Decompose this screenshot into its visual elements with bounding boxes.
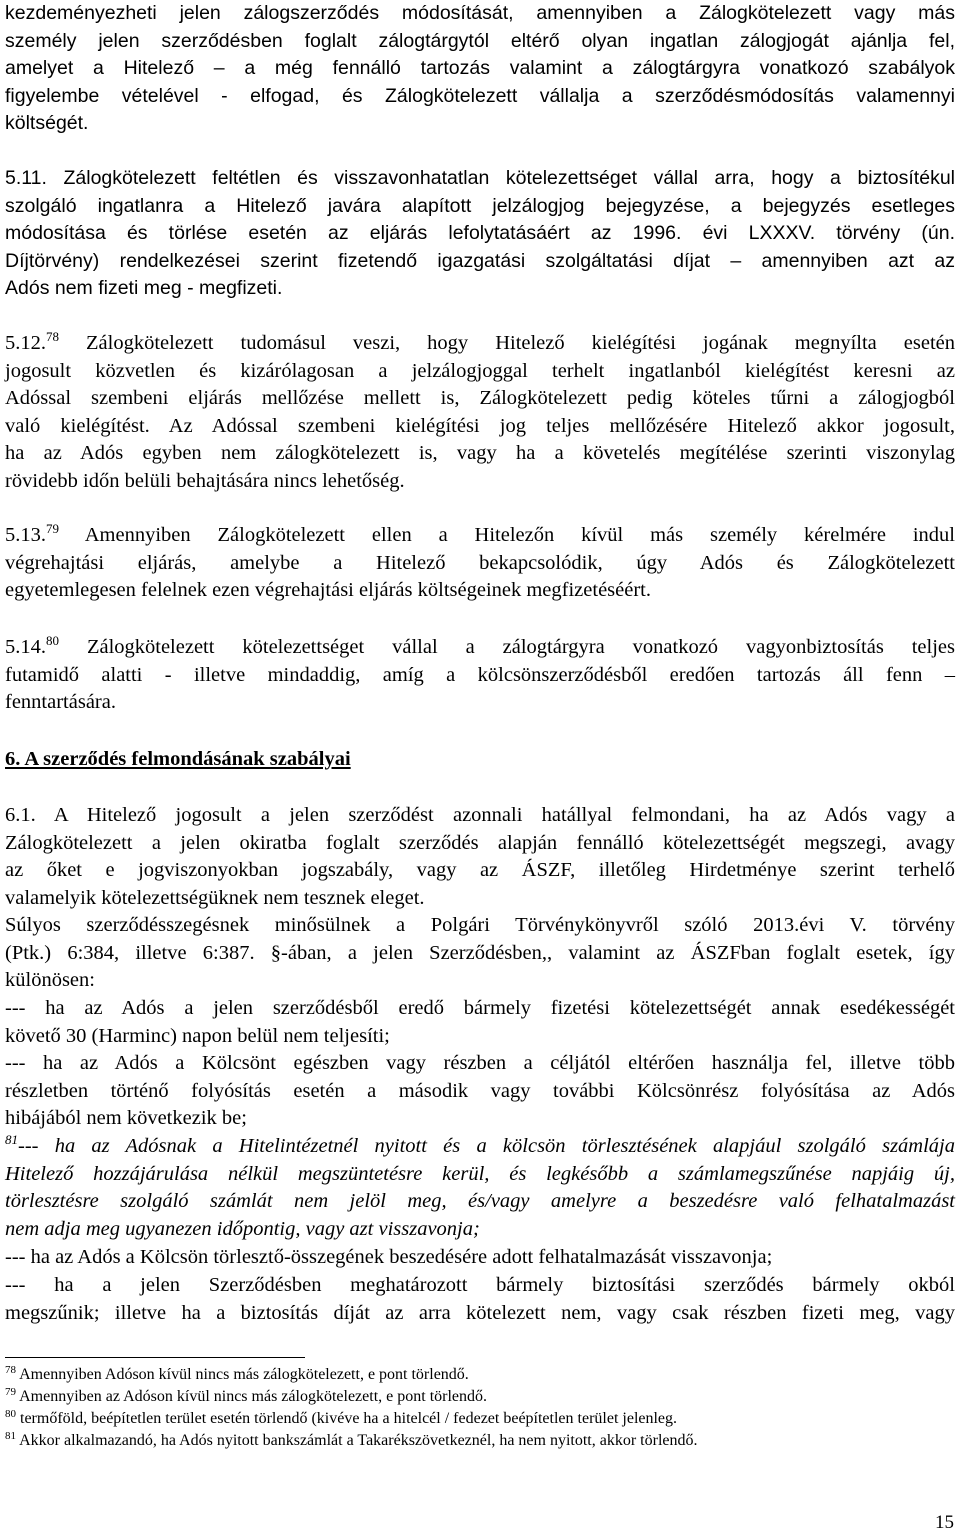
footnote-number: 78 — [5, 1364, 16, 1376]
text-run: Amennyiben Zálogkötelezett ellen a Hitelezőn kívül más személy kérelmére indul — [59, 524, 955, 546]
footnote-number: 81 — [5, 1430, 16, 1442]
paragraph-breach-list-intro — [5, 912, 955, 995]
footnote-number: 79 — [5, 1386, 16, 1398]
text-line: (Ptk.) 6:384, illetve 6:387. §-ában, a jelen Szerződésben,, valamint az ÁSZFban foglalt esetek, így — [5, 941, 955, 964]
section-heading — [5, 746, 955, 774]
text-line — [5, 634, 955, 662]
text-line: --- ha az Adós a Kölcsönt egészben vagy részben a céljától eltérően használja fel, illetve több — [5, 1052, 955, 1074]
paragraph-continuation — [5, 0, 955, 138]
text-line: költségét. — [5, 112, 89, 135]
footnote-text: Amennyiben Adóson kívül nincs más zálogkötelezett, e pont törlendő. — [16, 1366, 469, 1383]
text-line: --- ha az Adós a Kölcsön törlesztő-összegének beszedésére adott felhatalmazását visszavonja; — [5, 1246, 773, 1268]
text-line: Zálogkötelezett a jelen okiratba foglalt szerződés alapján fennálló kötelezettségét megszegi, avagy — [5, 831, 955, 854]
text-line: nem adja meg ugyanezen időpontig, vagy azt visszavonja; — [5, 1217, 480, 1240]
text-line — [5, 1133, 955, 1161]
footnote — [5, 1364, 955, 1386]
text-line: végrehajtási eljárás, amelybe a Hitelező bekapcsolódik, úgy Adós és Zálogkötelezett — [5, 551, 955, 574]
text-line: kezdeményezheti jelen zálogszerződés módosítását, amennyiben a Zálogkötelezett vagy más — [5, 2, 955, 24]
text-line: 5.11. Zálogkötelezett feltétlen és visszavonhatatlan kötelezettséget vállal arra, hogy a biztosítékul — [5, 167, 955, 189]
section-number: 5.12. — [5, 332, 46, 354]
footnote-ref[interactable]: 78 — [46, 329, 59, 344]
text-line: --- ha az Adós a jelen szerződésből eredő bármely fizetési kötelezettségét annak esedékességét — [5, 997, 955, 1019]
list-item — [5, 1272, 955, 1327]
text-line: Súlyos szerződésszegésnek minősülnek a Polgári Törvénykönyvről szóló 2013.évi V. törvény — [5, 914, 955, 936]
text-line: Hitelező hozzájárulása nélkül megszüntetésre kerül, és legkésőbb a számlamegszűnése napjáig új, — [5, 1162, 955, 1185]
footnote — [5, 1408, 955, 1430]
text-line: részletben történő folyósítás esetén a második vagy további Kölcsönrész folyósítása az Adós — [5, 1079, 955, 1102]
footnote-divider — [5, 1357, 305, 1358]
section-number: 5.14. — [5, 636, 46, 658]
text-line: törlesztésre szolgáló számlát nem jelöl meg, és/vagy amelyre a beszedésre való felhatalmazást — [5, 1190, 955, 1213]
text-line: rövidebb időn belüli behajtására nincs lehetőség. — [5, 469, 405, 492]
footnote-text: Akkor alkalmazandó, ha Adós nyitott bankszámlát a Takarékszövetkeznél, ha nem nyitott, akkor törlendő. — [16, 1432, 698, 1449]
text-line: Adóssal szembeni eljárás mellőzése mellett is, Zálogkötelezett pedig köteles tűrni a zálogjogból — [5, 387, 955, 410]
text-line: szolgáló ingatlanra a Hitelező javára alapított jelzálogjog bejegyzése, a bejegyzés esetleges — [5, 194, 955, 217]
paragraph-5-11 — [5, 165, 955, 303]
text-line: Díjtörvény) rendelkezései szerint fizetendő igazgatási szolgáltatási díjat – amennyiben azt az — [5, 249, 955, 272]
text-line: 6.1. A Hitelező jogosult a jelen szerződést azonnali hatállyal felmondani, ha az Adós vagy a — [5, 804, 955, 826]
text-run: Zálogkötelezett kötelezettséget vállal a zálogtárgyra vonatkozó vagyonbiztosítás teljes — [59, 636, 955, 658]
footnote-text: termőföld, beépítetlen terület esetén törlendő (kivéve ha a hitelcél / fedezet beépítetlen terület jelenleg. — [16, 1410, 678, 1427]
text-line: --- ha a jelen Szerződésben meghatározott bármely biztosítási szerződés bármely okból — [5, 1274, 955, 1296]
footnote-ref[interactable]: 80 — [46, 633, 59, 648]
text-line: hibájából nem következik be; — [5, 1107, 247, 1130]
footnote — [5, 1386, 955, 1408]
page-number: 15 — [935, 1512, 954, 1533]
list-item — [5, 1244, 955, 1272]
footnote-number: 80 — [5, 1408, 16, 1420]
text-line: jogosult közvetlen és kizárólagosan a jelzálogjoggal terhelt ingatlanból kielégítést keresni az — [5, 359, 955, 382]
footnote-text: Amennyiben az Adóson kívül nincs más zálogkötelezett, e pont törlendő. — [16, 1388, 488, 1405]
heading-text: 6. A szerződés felmondásának szabályai — [5, 748, 351, 770]
text-line: figyelembe vételével - elfogad, és Zálogkötelezett vállalja a szerződésmódosítás valamennyi — [5, 84, 955, 107]
text-line: személy jelen szerződésben foglalt zálogtárgytól eltérő olyan ingatlan zálogjogát ajánlja fel, — [5, 29, 955, 52]
text-line: követő 30 (Harminc) napon belül nem teljesíti; — [5, 1024, 390, 1047]
text-line: amelyet a Hitelező – a még fennálló tartozás valamint a zálogtárgyra vonatkozó szabályok — [5, 57, 955, 80]
text-run: --- ha az Adósnak a Hitelintézetnél nyitott és a kölcsön törlesztésének alapjául szolgáló számlája — [18, 1135, 955, 1157]
text-line — [5, 330, 955, 358]
text-line — [5, 522, 955, 550]
list-item — [5, 995, 955, 1050]
text-line: futamidő alatti - illetve mindaddig, amíg a kölcsönszerződésből eredően tartozás áll fenn – — [5, 663, 955, 686]
text-line: különösen: — [5, 969, 95, 992]
text-line: ha az Adós egyben nem zálogkötelezett is, vagy ha a követelés megítélése szerinti viszonylag — [5, 442, 955, 465]
text-line: való kielégítést. Az Adóssal szembeni kielégítési jog teljes mellőzésére Hitelező akkor jogosult, — [5, 414, 955, 437]
text-line: fenntartására. — [5, 691, 116, 714]
paragraph-6-1 — [5, 802, 955, 912]
paragraph-5-13 — [5, 522, 955, 605]
footnote-ref[interactable]: 81 — [5, 1132, 18, 1147]
footnote-ref[interactable]: 79 — [46, 521, 59, 536]
footnotes — [5, 1364, 955, 1452]
text-line: az őket e jogviszonyokban jogszabály, vagy az ÁSZF, illetőleg Hirdetménye szerint terhelő — [5, 859, 955, 882]
section-number: 5.13. — [5, 524, 46, 546]
text-line: módosítása és törlése esetén az eljárás lefolytatásáért az 1996. évi LXXXV. törvény (ún. — [5, 222, 955, 245]
text-run: Zálogkötelezett tudomásul veszi, hogy Hitelező kielégítési jogának megnyílta esetén — [59, 332, 955, 354]
text-line: egyetemlegesen felelnek ezen végrehajtási eljárás költségeinek megfizetéséért. — [5, 579, 651, 602]
list-item — [5, 1050, 955, 1133]
paragraph-5-12 — [5, 330, 955, 496]
text-line: Adós nem fizeti meg - megfizeti. — [5, 277, 283, 300]
list-item-italic — [5, 1133, 955, 1243]
footnote — [5, 1430, 955, 1452]
text-line: megszűnik; illetve ha a biztosítás díját az arra kötelezett nem, vagy csak részben fizeti meg, vagy — [5, 1301, 955, 1324]
paragraph-5-14 — [5, 634, 955, 717]
text-line: valamelyik kötelezettségüknek nem tesznek eleget. — [5, 886, 425, 909]
